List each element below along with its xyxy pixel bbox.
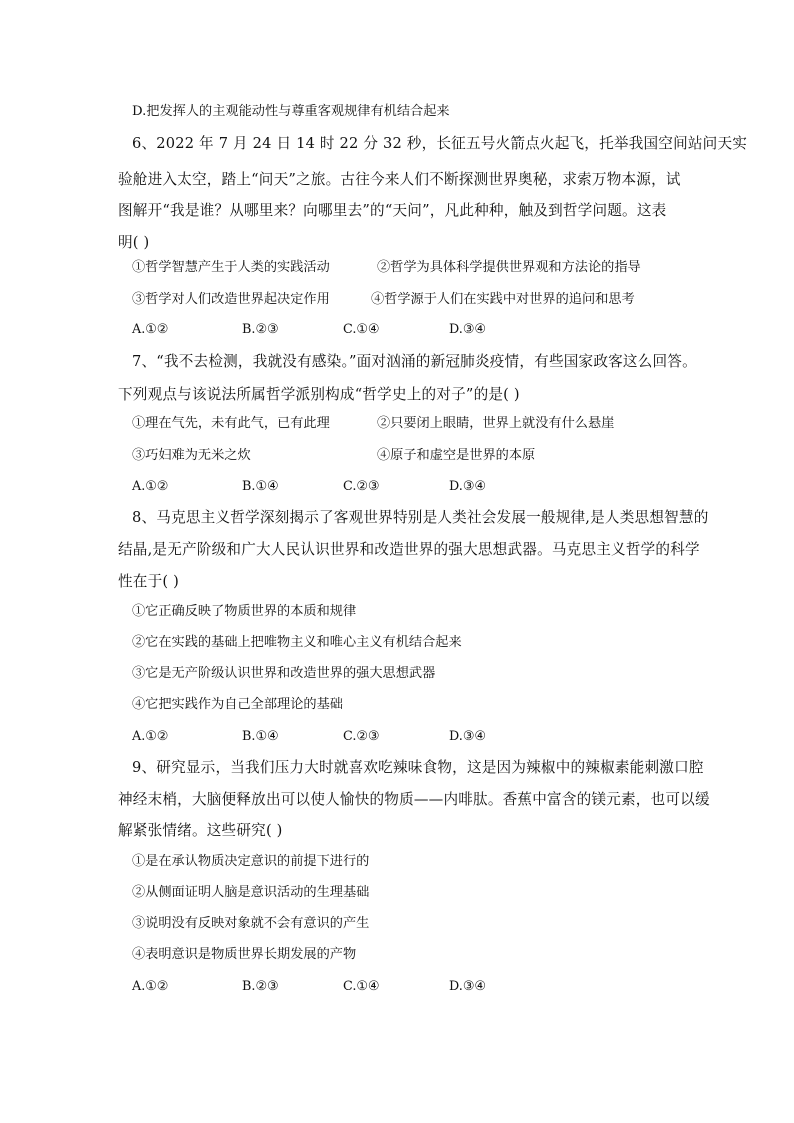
q6-statement-1: ①哲学智慧产生于人类的实践活动 xyxy=(132,260,330,275)
q6-stem-line-2: 验舱进入太空，踏上“问天”之旅。古往今来人们不断探测世界奥秘，求索万物本源，试 xyxy=(118,171,681,188)
q7-answer-a: A.①② xyxy=(132,479,169,494)
q8-statement-3: ③它是无产阶级认识世界和改造世界的强大思想武器 xyxy=(132,666,436,681)
q6-statement-4: ④哲学源于人们在实践中对世界的追问和思考 xyxy=(371,292,635,307)
q8-answer-b: B.①④ xyxy=(242,729,279,744)
q7-stem-line-1: 7、“我不去检测，我就没有感染。”面对汹涌的新冠肺炎疫情，有些国家政客这么回答。 xyxy=(132,353,697,370)
q7-statement-1: ①理在气先，未有此气，已有此理 xyxy=(132,416,330,431)
q9-statement-2: ②从侧面证明人脑是意识活动的生理基础 xyxy=(132,885,370,900)
q8-answer-d: D.③④ xyxy=(449,729,486,744)
q9-statement-4: ④表明意识是物质世界长期发展的产物 xyxy=(132,947,357,962)
q8-statement-4: ④它把实践作为自己全部理论的基础 xyxy=(132,697,343,712)
q9-answer-c: C.①④ xyxy=(343,979,380,994)
q6-statement-2: ②哲学为具体科学提供世界观和方法论的指导 xyxy=(377,260,641,275)
q7-answer-b: B.①④ xyxy=(242,479,279,494)
q6-statement-3: ③哲学对人们改造世界起决定作用 xyxy=(132,292,330,307)
q7-statement-2: ②只要闭上眼睛，世界上就没有什么悬崖 xyxy=(377,416,615,431)
q8-answer-a: A.①② xyxy=(132,729,169,744)
q6-stem-line-1: 6、2022 年 7 月 24 日 14 时 22 分 32 秒，长征五号火箭点火起飞，托举我国空间站问天实 xyxy=(132,135,748,152)
q8-stem-line-1: 8、马克思主义哲学深刻揭示了客观世界特别是人类社会发展一般规律,是人类思想智慧的 xyxy=(132,509,709,526)
q6-answer-a: A.①② xyxy=(132,322,169,337)
q9-answer-b: B.②③ xyxy=(242,979,279,994)
q9-answer-a: A.①② xyxy=(132,979,169,994)
q7-stem-line-2: 下列观点与该说法所属哲学派别构成“哲学史上的对子”的是( ) xyxy=(118,386,520,403)
q8-statement-1: ①它正确反映了物质世界的本质和规律 xyxy=(132,604,357,619)
q6-answer-d: D.③④ xyxy=(449,322,486,337)
q6-answer-b: B.②③ xyxy=(242,322,279,337)
q7-answer-c: C.②③ xyxy=(343,479,380,494)
q7-statement-3: ③巧妇难为无米之炊 xyxy=(132,448,251,463)
q8-statement-2: ②它在实践的基础上把唯物主义和唯心主义有机结合起来 xyxy=(132,635,462,650)
q8-answer-c: C.②③ xyxy=(343,729,380,744)
q7-answer-d: D.③④ xyxy=(449,479,486,494)
q9-stem-line-1: 9、研究显示，当我们压力大时就喜欢吃辣味食物，这是因为辣椒中的辣椒素能刺激口腔 xyxy=(132,759,704,776)
q8-stem-line-3: 性在于( ) xyxy=(118,573,180,590)
q6-stem-line-4: 明( ) xyxy=(118,234,150,251)
q9-stem-line-3: 解紧张情绪。这些研究( ) xyxy=(118,822,283,839)
q7-statement-4: ④原子和虚空是世界的本原 xyxy=(377,448,536,463)
q9-statement-1: ①是在承认物质决定意识的前提下进行的 xyxy=(132,854,370,869)
q9-statement-3: ③说明没有反映对象就不会有意识的产生 xyxy=(132,916,370,931)
q8-stem-line-2: 结晶,是无产阶级和广大人民认识世界和改造世界的强大思想武器。马克思主义哲学的科学 xyxy=(118,541,700,558)
q6-answer-c: C.①④ xyxy=(343,322,380,337)
q9-answer-d: D.③④ xyxy=(449,979,486,994)
q9-stem-line-2: 神经末梢，大脑便释放出可以使人愉快的物质——内啡肽。香蕉中富含的镁元素，也可以缓 xyxy=(118,791,710,808)
q6-stem-line-3: 图解开“我是谁？从哪里来？向哪里去”的“天问”，凡此种种，触及到哲学问题。这表 xyxy=(118,202,667,219)
q5-option-d: D.把发挥人的主观能动性与尊重客观规律有机结合起来 xyxy=(132,104,450,119)
